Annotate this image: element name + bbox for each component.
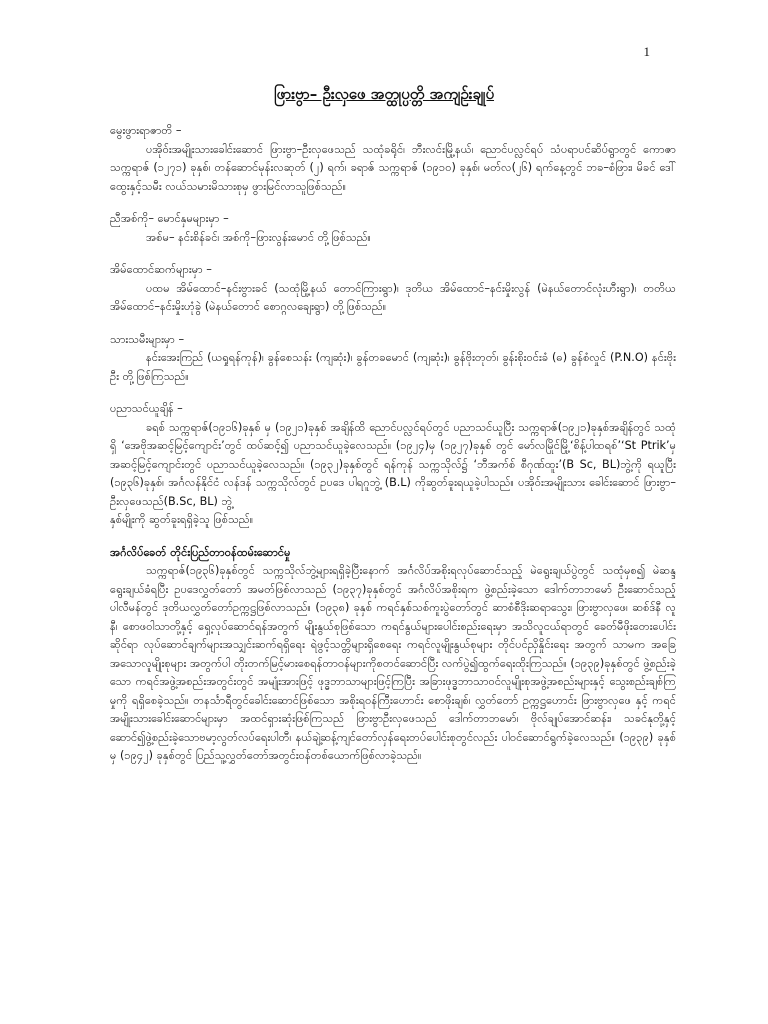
section-birthplace [110, 122, 676, 196]
section-heading: ပညာသင်ယူချိန် – [110, 402, 183, 415]
paragraph: အစ်မ– နင်းစိန်ခင်၊ အစ်ကို–ဖြားလွန်းမောင် တို့ဖြစ်သည်။ [146, 230, 371, 244]
section-heading: သားသမီးများမှာ – [110, 332, 185, 346]
section-heading: မွေးဖွားရာဇာတိ – [110, 124, 182, 137]
page-number: 1 [643, 44, 650, 59]
paragraph: နှစ်မျိုးကို ဆွတ်ခူးရရှိခဲ့သူ ဖြစ်သည်။ [110, 513, 254, 526]
section-heading: အင်္ဂလိပ်ခေတ် တိုင်းပြည်တာဝန်ထမ်းဆောင်မှု [110, 545, 291, 559]
document-title: ဖြားဗွာ– ဦးလှဖေ အတ္ထုပ္ပတ္တိ အကျဉ်းချုပ် [273, 85, 495, 103]
paragraph: ပအိုဝ်းအမျိုးသားခေါင်းဆောင် ဖြားဗွာ–ဦးလှဖေသည် သထုံခရိုင်၊ ဘီးလင်းမြို့နယ်၊ ညောင်ပလ္လင်ရပ် သံပရာပင်ဆိပ်ရွာတွင် ကောဇာ သက္ကရာဇ် (၁၂၇၁) ခုနှစ်၊ တန်ဆောင်မုန်းလဆုတ် (၂) ရက်၊ ခရာဇ် သက္ကရာဇ် (၁၉၁၀) ခုနှစ်၊ မတ်လ(၂၆) ရက်နေ့တွင် ဘခ–စံဖြား၊ မိခင် ဒေါ်ထွေးနှင့်သမီး လယ်သမားမိသားစုမှ ဖွားမြင်လာသူဖြစ်သည်။ [110, 142, 676, 193]
paragraph: သက္ကရာဇ်(၁၉၃၆)ခုနှစ်တွင် သက္ကသိုလ်ဘွဲ့များရရှိခဲ့ပြီးနောက် အင်္ဂလိပ်အစိုးရလုပ်ဆောင်သည့် မဲရွေးချယ်ပွဲတွင် သထုံမှစ၍ မဲဆန္ဒရွေးချယ်ခံရပြီး ဥပဒေလွှတ်တော် အမတ်ဖြစ်လာသည် (၁၉၃၇)ခုနှစ်တွင် အင်္ဂလိပ်အစိုးရက ဖွဲ့စည်းခဲ့သော ဒေါက်တာဘမော် ဦးဆောင်သည့် ပါလီမန်တွင် ဒုတိယလွှတ်တော်ဥက္ကဋ္ဌဖြစ်လာသည်။ (၁၉၃၈) ခုနှစ် ကရင်နှစ်သစ်ကူးပွဲတော်တွင် ဆာစံစီဒိုးဆရာသွေး၊ ဖြားဗွာလှဖေ၊ ဆစ်ဒ်နီ လူနီ၊ စောဖဝါသာတို့နှင့် ရှေ့လုပ်ဆောင်ရန်အတွက် မျိုးနွယ်စုဖြစ်သော ကရင်နွယ်များပေါင်းစည်းရေးမှာ အသိလူငယ်ရာတွင် ခေတ်မီဖိုးတေးပေါင်းဆိုင်ရာ လုပ်ဆောင်ချက်များအသျှင်းဆက်ရရှိရေး ရဲဖွင့်သတ္တိများရှိစေရေး ကရင်လူမျိုးနွယ်စုများ တိုင်ပင်ညှိနှိုင်းရေး အတွက် သာမက အခြေအသောလူမျိုးစုများ အတွက်ပါ တိုးတက်မြင့်မားစေရန်တာဝန်များကိုစတင်ဆောင်ပြီး လက်ပွဲ၍ထွက်ရေးထိုးကြသည်။ (၁၉၃၉)ခုနှစ်တွင် ဖွဲ့စည်းခဲ့သော ကရင်အဖွဲ့အစည်းအတွင်းတွင် အမျုံးအားဖြင့် ဖုဒ္ဓဘာသာများဖြင့်ကြပြီး အခြားဖုဒ္ဓဘာသာဝင်လူမျိုးစုအဖွဲ့အစည်းများနှင့် သွေးစည်းချစ်ကြမှုကို ရရှိစေခဲ့သည်။ တနင်္သာရီတွင်ခေါင်းဆောင်ဖြစ်သော အစိုးရဝန်ကြီးဟောင်း စောဖိုးချစ်၊ လွှတ်တော် ဥက္ကဋ္ဌဟောင်း ဖြားဗွာလှဖေ နှင့် ကရင်အမျိုးသားခေါင်းဆောင်များမှာ အထင်ရှားဆုံးဖြစ်ကြသည် ဖြားဗွာဦးလှဖေသည် ဒေါက်တာဘမော်၊ ဗိုလ်ချုပ်အောင်ဆန်း၊ သခင်နုတို့နှင့်ဆောင်၍ဖွဲ့စည်းခဲ့သောဗမာ့လွတ်လပ်ရေးပါတီ၊ နယ်ချဲ့ဆန့်ကျင်တော်လှန်ရေးတပ်ပေါင်းစုတွင်လည်း ပါဝင်ဆောင်ရွက်ခဲ့လေသည်။ (၁၉၃၉) ခုနှစ်မှ (၁၉၄၂) ခုနှစ်တွင် ပြည်သူ့လွှတ်တော်အတွင်းဝန်တစ်ယောက်ဖြစ်လာခဲ့သည်။ [110, 564, 676, 762]
document-body [110, 122, 676, 780]
section-colonial-service [110, 544, 676, 766]
paragraph: ခရစ် သက္ကရာဇ်(၁၉၁၆)ခုနှစ် မှ (၁၉၂၁)ခုနှစ် အချိန်ထိ ညောင်ပလ္လင်ရပ်တွင် ပညာသင်ယူပြီး သက္ကရာဇ်(၁၉၂၁)ခုနှစ်အချိန်တွင် သထုံရှိ ‘အေဗိုအဆင့်မြင့်ကျောင်း’တွင် ထပ်ဆင့်၍ ပညာသင်ယူခဲ့လေသည်။ (၁၉၂၄)မှ (၁၉၂၇)ခုနှစ် တွင် မော်လမြိုင်မြို့‘စိန့်ပါထရစ်’‘St Ptrik’မှ အဆင့်မြင့်ကျောင်းတွင် ပညာသင်ယူခဲ့လေသည်။ (၁၉၃၂)ခုနှစ်တွင် ရန်ကုန် သက္ကသိုလ်၌ ‘ဘီအက်စ် စီဂုဏ်ထူး’(B Sc, BL)ဘွဲ့ကို ရယူပြီး (၁၉၃၆)ခုနှစ်၊ အင်္ဂလန်နိုင်ငံ လန်ဒန် သက္ကသိုလ်တွင် ဥပဒေ ပါရဂူဘွဲ့ (B.L) ကိုဆွတ်ခူးရယူခဲ့ပါသည်။ ပအိုဝ်းအမျိုးသား ခေါင်းဆောင် ဖြားဗွာ–ဦးလှဖေသည်(B.Sc, BL) ဘွဲ့ [110, 420, 676, 508]
section-heading: အိမ်ထောင်ဆက်များမှာ – [110, 263, 212, 276]
section-education [110, 400, 676, 530]
section-marriages [110, 261, 676, 317]
section-children [110, 331, 676, 387]
section-heading: ညီအစ်ကို– မောင်နှမများမှာ – [110, 212, 229, 225]
section-siblings [110, 210, 676, 247]
paragraph: နင်းအေးကြည် (ယရှုရန်ကုန်)၊ ခွန်စေသန်း (ကျဆုံး)၊ ခွန်တခမောင် (ကျဆုံး)၊ ခွန်ဗိုးတုတ်၊ ခွန်းစိုးဝင်းခံ (ဓ) ခွန်စံလှုင် (P.N.O) နင်းဗိုးဦး တို့ဖြစ်ကြသည်။ [110, 351, 676, 383]
paragraph: ပထမ အိမ်ထောင်–နင်းဗွားခင် (သထုံမြို့နယ် တောင်ကြားရွာ)၊ ဒုတိယ အိမ်ထောင်–နင်းမှိုးလွန် (မဲနယ်တောင်လုံးဟီးရွာ)၊ တတိယ အိမ်ထောင်–နင်းမှိုးဟုံခွဲ (မဲနယ်တောင် စောဂ္ဂလချေးရွာ) တို့ဖြစ်သည်။ [110, 281, 676, 313]
